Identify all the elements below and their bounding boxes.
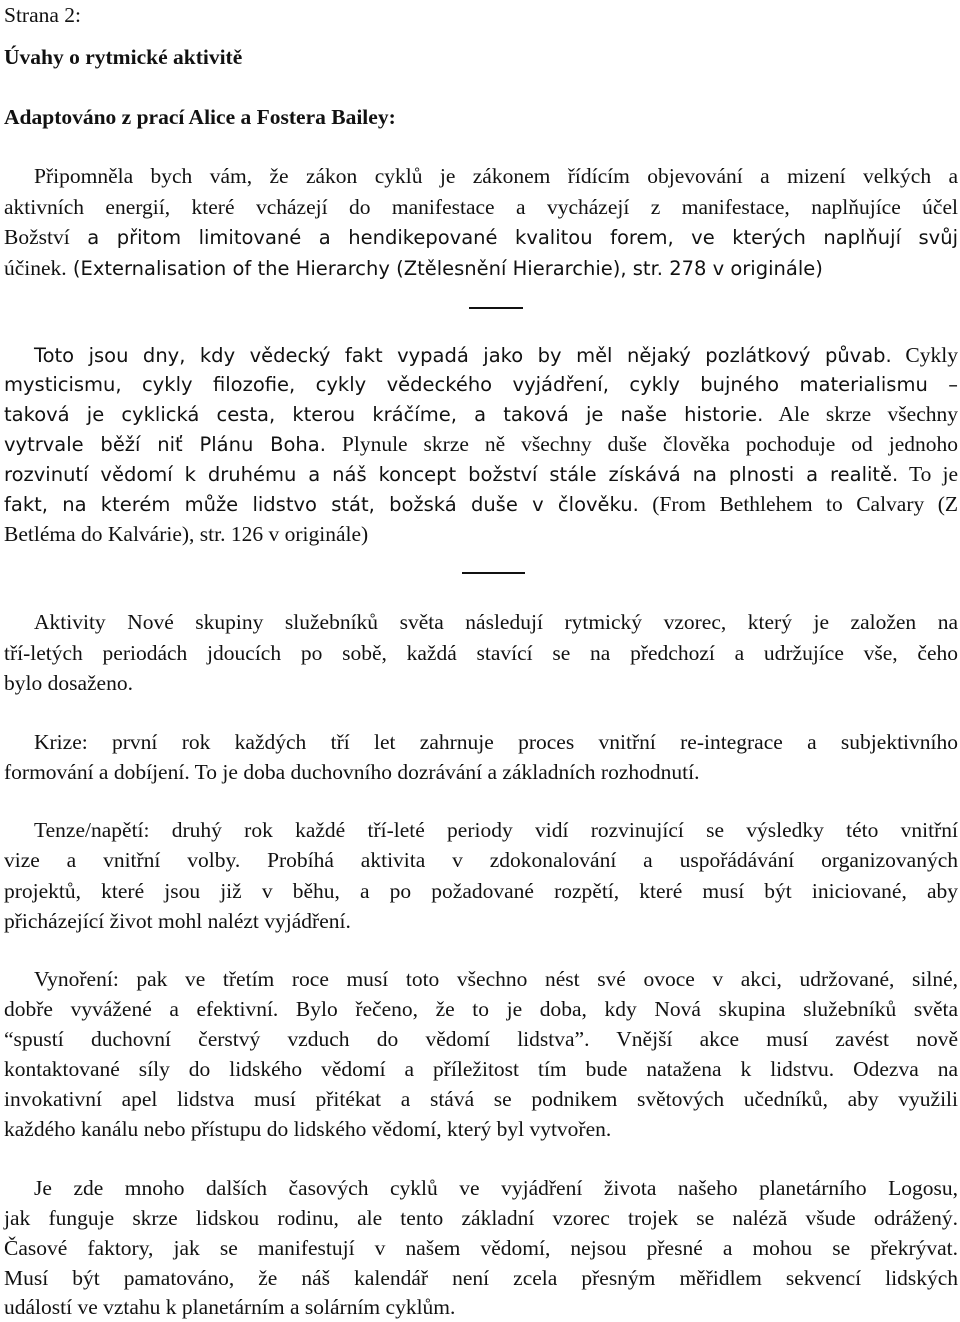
paragraph-line [4, 489, 958, 520]
paragraph-line [4, 222, 958, 253]
paragraph-line: projektů, které jsou již v běhu, a po požadované rozpětí, které musí být iniciované, aby [4, 879, 958, 903]
text-run: Toto jsou dny, kdy vědecký fakt vypadá jako by měl nějaký pozlátkový půvab. [34, 344, 892, 367]
paragraph-line: kontaktované síly do lidského vědomí a příležitost tím bude natažena k lidstvu. Odezva na [4, 1057, 958, 1081]
separator-line [469, 307, 523, 309]
text-run: a přitom limitované a hendikepované kvalitou forem, ve kterých naplňují svůj [69, 226, 958, 249]
paragraph-line: Musí být pamatováno, že náš kalendář není zcela přesným měřidlem sekvencí lidských [4, 1266, 958, 1290]
paragraph-line: Vynoření: pak ve třetím roce musí toto všechno nést své ovoce v akci, udržované, silné, [34, 967, 958, 991]
paragraph-line: mysticismu, cykly filozofie, cykly vědeckého vyjádření, cykly bujného materialismu – [4, 373, 958, 396]
paragraph-line [4, 429, 958, 460]
paragraph-line [34, 340, 958, 371]
text-run: rozvinutí vědomí k druhému a náš koncept božství stále získává na plnosti a realitě. [4, 463, 899, 486]
text-run: (Externalisation of the Hierarchy (Ztělesnění Hierarchie), str. 278 v originále) [66, 257, 823, 280]
paragraph-line: Betléma do Kalvárie), str. 126 v originále) [4, 522, 369, 546]
heading: Úvahy o rytmické aktivitě [4, 45, 243, 69]
paragraph-line: Krize: první rok každých tří let zahrnuje proces vnitřní re-integrace a subjektivního [34, 730, 958, 754]
page-label: Strana 2: [4, 3, 82, 27]
separator-line [462, 572, 525, 574]
subheading: Adaptováno z prací Alice a Fostera Bailey: [4, 105, 396, 129]
text-run: vytrvale běží niť Plánu Boha. [4, 433, 326, 456]
paragraph-line: bylo dosaženo. [4, 671, 133, 695]
text-run: fakt, na kterém může lidstvo stát, božská duše v člověku. [4, 493, 639, 516]
text-run: Plynule skrze ně všechny duše člověka pochoduje od jednoho [325, 432, 958, 456]
paragraph-line: vize a vnitřní volby. Probíhá aktivita v zdokonalování a uspořádávání organizovaných [4, 848, 958, 872]
paragraph-line: každého kanálu nebo přístupu do lidského vědomí, který byl vytvořen. [4, 1117, 612, 1141]
paragraph-line: Aktivity Nové skupiny služebníků světa následují rytmický vzorec, který je založen na [34, 610, 958, 634]
paragraph-line: Připomněla bych vám, že zákon cyklů je zákonem řídícím objevování a mizení velkých a [34, 164, 958, 188]
paragraph-line [4, 459, 958, 490]
paragraph-line: Je zde mnoho dalších časových cyklů ve vyjádření života našeho planetárního Logosu, [34, 1176, 958, 1200]
text-run: (From Bethlehem to Calvary (Z [638, 492, 958, 516]
paragraph-line: jak funguje skrze lidskou rodinu, ale tento základní vzorec trojek se naléză všude odrážený. [4, 1206, 958, 1230]
paragraph-line [4, 399, 958, 430]
text-run: účinek. [4, 256, 67, 280]
paragraph-line: přicházející život mohl nalézt vyjádření. [4, 909, 351, 933]
paragraph-line [4, 253, 958, 284]
paragraph-line: tří-letých periodách jdoucích po sobě, každá stavící se na předchozí a udržujíce vše, čeho [4, 641, 958, 665]
text-run: Cykly [891, 343, 958, 367]
text-run: taková je cyklická cesta, kterou kráčíme, a taková je naše historie. [4, 403, 764, 426]
text-run: Ale skrze všechny [763, 402, 958, 426]
paragraph-line: aktivních energií, které vcházejí do manifestace a vycházejí z manifestace, naplňujíce účel [4, 195, 958, 219]
paragraph-line: formování a dobíjení. To je doba duchovního dozrávání a základních rozhodnutí. [4, 760, 700, 784]
text-run: To je [898, 462, 958, 486]
paragraph-line: Časové faktory, jak se manifestují v našem vědomí, nejsou přesné a mohou se překrývat. [4, 1236, 958, 1260]
paragraph-line: dobře vyvážené a efektivní. Bylo řečeno, že to je doba, kdy Nová skupina služebníků světa [4, 997, 958, 1021]
paragraph-line: invokativní apel lidstva musí přitékat a stává se podnikem světových učedníků, aby využili [4, 1087, 958, 1111]
paragraph-line: Tenze/napětí: druhý rok každé tří-leté periody vidí rozvinující se výsledky této vnitřní [34, 818, 958, 842]
paragraph-line: “spustí duchovní čerstvý vzduch do vědomí lidstva”. Vnější akce musí zavést nově [4, 1027, 958, 1051]
paragraph-line: událostí ve vztahu k planetárním a solárním cyklům. [4, 1295, 456, 1319]
text-run: Božství [4, 225, 70, 249]
